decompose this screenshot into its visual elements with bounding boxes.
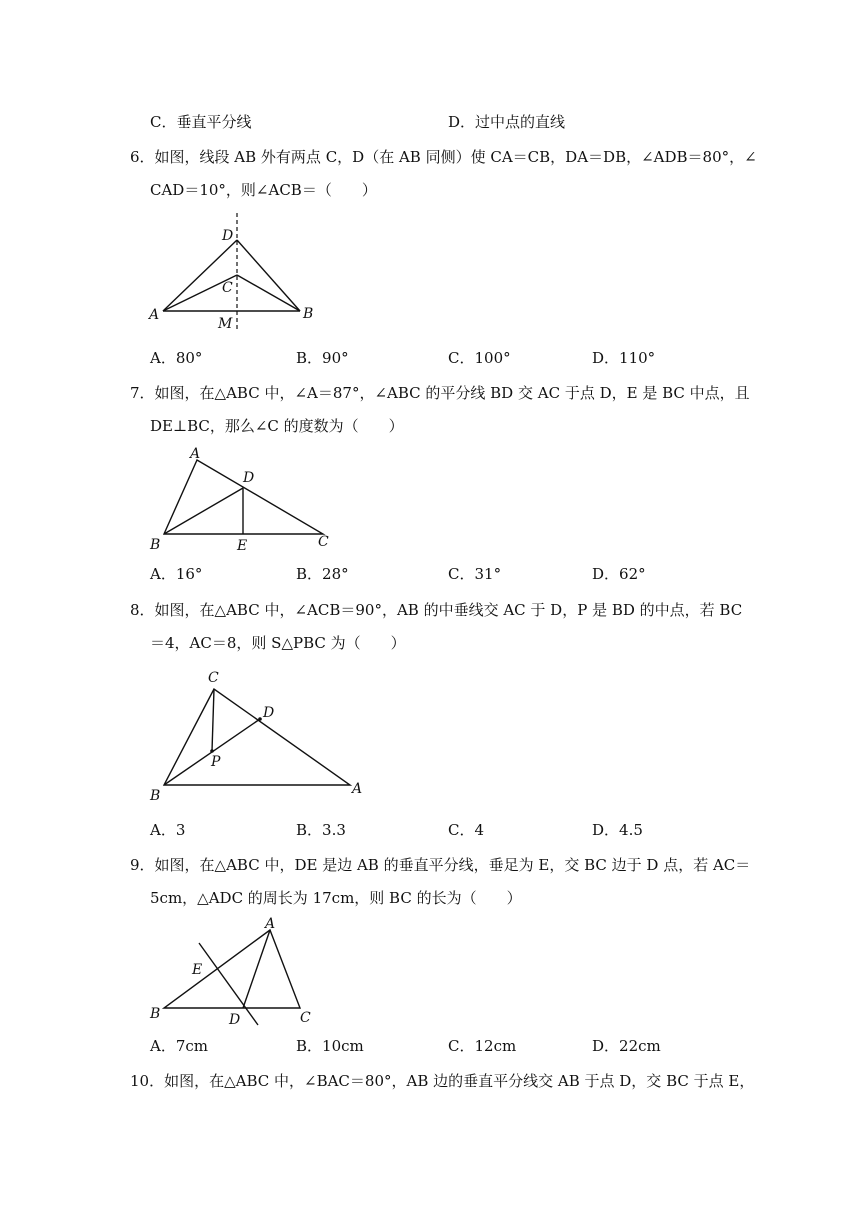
q9-text-line2: 5cm，△ADC 的周长为 17cm，则 BC 的长为（ ） [150, 889, 522, 907]
q8-option-a: A．3 [150, 821, 186, 839]
q7-option-d: D．62° [592, 565, 646, 583]
q6-text-line2: CAD＝10°，则∠ACB＝（ ） [150, 181, 377, 199]
q6-label-m: M [218, 316, 233, 332]
q8-text-line2: ＝4，AC＝8，则 S△PBC 为（ ） [150, 634, 406, 652]
q7-option-a: A．16° [150, 565, 203, 583]
q9-option-b: B．10cm [296, 1037, 364, 1055]
q7-label-a: A [190, 446, 201, 462]
q9-option-c: C．12cm [448, 1037, 517, 1055]
q8-label-p: P [211, 754, 221, 770]
q7-text-line2: DE⊥BC，那么∠C 的度数为（ ） [150, 417, 404, 435]
q7-option-b: B．28° [296, 565, 349, 583]
q7-text-line1: 7．如图，在△ABC 中，∠A＝87°，∠ABC 的平分线 BD 交 AC 于点 D，E 是 BC 中点，且 [130, 384, 750, 402]
q9-option-d: D．22cm [592, 1037, 661, 1055]
q6-label-d: D [222, 228, 234, 244]
q8-label-c: C [208, 670, 219, 686]
q7-label-e: E [237, 538, 248, 554]
q7-label-d: D [243, 470, 255, 486]
q9-option-a: A．7cm [150, 1037, 209, 1055]
q5-option-c: C．垂直平分线 [150, 113, 252, 131]
q9-label-e: E [192, 962, 203, 978]
q8-text-line1: 8．如图，在△ABC 中，∠ACB＝90°，AB 的中垂线交 AC 于 D，P 是 BD 的中点，若 BC [130, 601, 743, 619]
q9-label-d: D [229, 1012, 241, 1028]
q6-option-d: D．110° [592, 349, 656, 367]
q10-text-line1: 10．如图，在△ABC 中，∠BAC＝80°，AB 边的垂直平分线交 AB 于点 D，交 BC 于点 E， [130, 1072, 755, 1090]
q7-option-c: C．31° [448, 565, 502, 583]
q9-label-a: A [265, 916, 276, 932]
q9-label-c: C [300, 1010, 311, 1026]
q5-option-d: D．过中点的直线 [448, 113, 566, 131]
q6-option-b: B．90° [296, 349, 349, 367]
q9-label-b: B [150, 1006, 161, 1022]
q6-label-a: A [149, 307, 160, 323]
q8-option-c: C．4 [448, 821, 485, 839]
q8-option-d: D．4.5 [592, 821, 643, 839]
q6-option-c: C．100° [448, 349, 511, 367]
q6-label-c: C [222, 280, 233, 296]
q8-label-b: B [150, 788, 161, 804]
q8-label-a: A [352, 781, 363, 797]
q8-label-d: D [263, 705, 275, 721]
q9-text-line1: 9．如图，在△ABC 中，DE 是边 AB 的垂直平分线，垂足为 E，交 BC 边于 D 点，若 AC＝ [130, 856, 751, 874]
q6-option-a: A．80° [150, 349, 203, 367]
q7-label-b: B [150, 537, 161, 553]
q6-text-line1: 6．如图，线段 AB 外有两点 C，D（在 AB 同侧）使 CA＝CB，DA＝DB，∠ADB＝80°，∠ [130, 148, 757, 166]
q6-label-b: B [303, 306, 314, 322]
q8-option-b: B．3.3 [296, 821, 346, 839]
q7-label-c: C [318, 534, 329, 550]
